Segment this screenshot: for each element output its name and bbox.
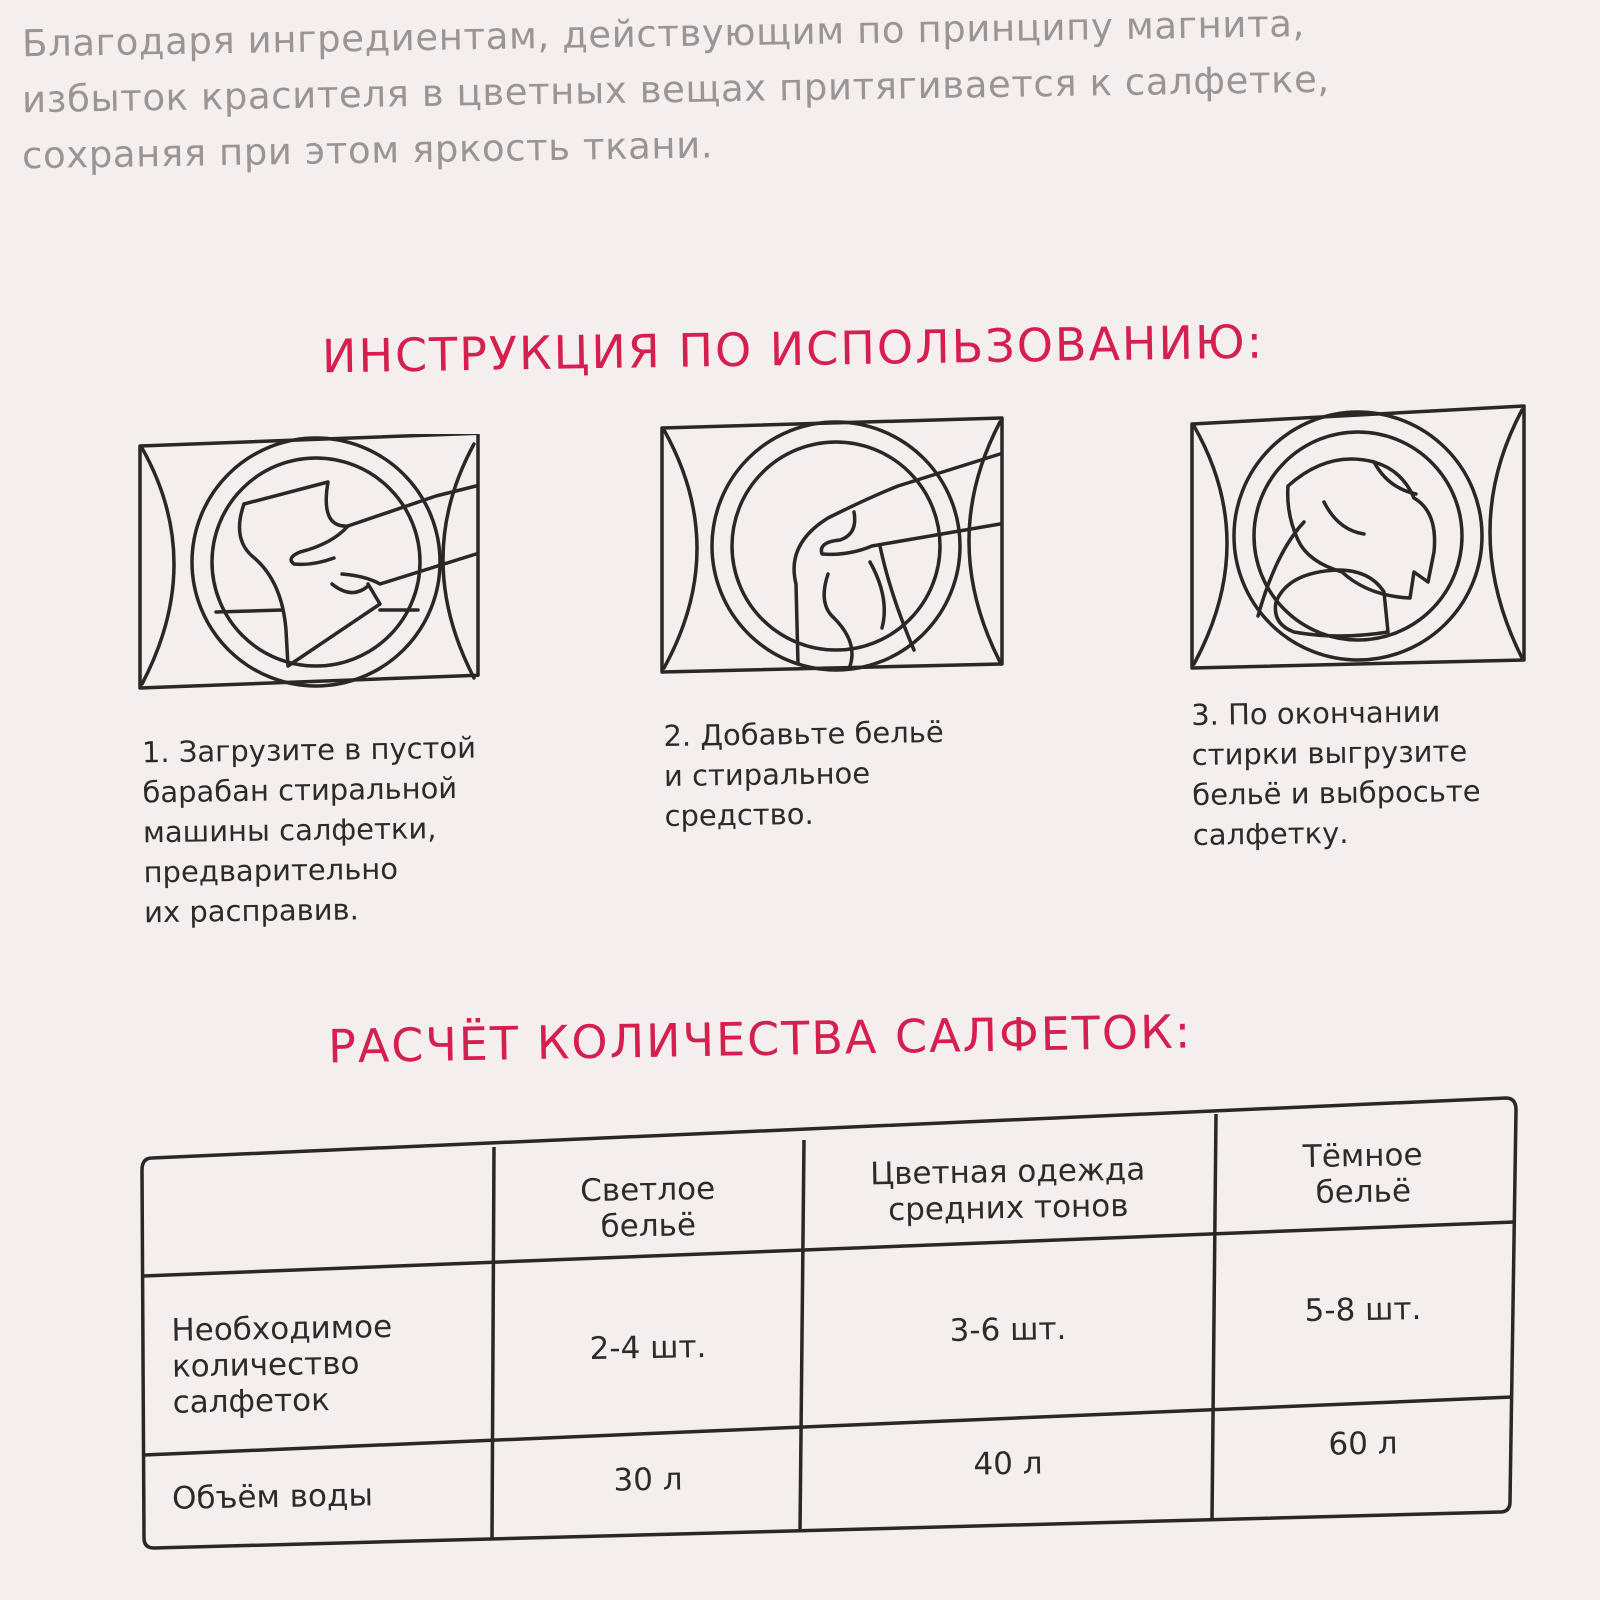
step-3-line: 3. По окончании [1190, 694, 1441, 733]
table-cell-water-colored: 40 л [973, 1445, 1043, 1483]
step-1-line: машины салфетки, [142, 811, 437, 850]
step-2-text [663, 712, 945, 836]
table-cell-quantity-colored: 3-6 шт. [949, 1310, 1067, 1350]
washer-unload-laundry-icon [1188, 402, 1530, 672]
table-cell-water-dark: 60 л [1328, 1425, 1398, 1463]
calculation-title: РАСЧЁТ КОЛИЧЕСТВА САЛФЕТОК: [327, 1004, 1193, 1074]
step-2-line: и стиральное [663, 756, 871, 793]
step-2-line: 2. Добавьте бельё [663, 715, 944, 753]
table-header-dark: Тёмное бельё [1302, 1136, 1423, 1211]
step-1-line: барабан стиральной [142, 770, 458, 810]
intro-paragraph [21, 0, 1582, 178]
step-3-line: стирки выгрузите [1191, 734, 1468, 773]
step-1-line: их расправив. [143, 892, 360, 930]
step-2-line: средство. [664, 796, 814, 833]
table-cell-quantity-light: 2-4 шт. [589, 1328, 707, 1368]
table-cell-quantity-dark: 5-8 шт. [1304, 1290, 1422, 1330]
intro-line: избыток красителя в цветных вещах притягивается к салфетке, [21, 57, 1331, 122]
intro-line: сохраняя при этом яркость ткани. [21, 123, 714, 178]
step-1-line: предварительно [143, 851, 399, 890]
step-3-line: салфетку. [1192, 815, 1349, 853]
table-header-light: Светлое бельё [579, 1170, 716, 1245]
step-3-text [1191, 691, 1481, 855]
intro-line: Благодаря ингредиентам, действующим по принципу магнита, [21, 2, 1306, 66]
step-3-line: бельё и выбросьте [1192, 773, 1481, 813]
step-1-line: 1. Загрузите в пустой [141, 730, 477, 770]
washer-add-laundry-icon [658, 414, 1010, 678]
instructions-title: ИНСТРУКЦИЯ ПО ИСПОЛЬЗОВАНИЮ: [321, 314, 1265, 384]
table-row-label-water: Объём воды [171, 1477, 374, 1517]
washer-insert-wipe-icon [136, 434, 486, 696]
table-cell-water-light: 30 л [613, 1461, 683, 1499]
table-header-colored: Цветная одежда средних тонов [869, 1151, 1146, 1229]
table-row-label-quantity: Необходимое количество салфеток [171, 1308, 393, 1421]
step-1-text [142, 728, 479, 933]
